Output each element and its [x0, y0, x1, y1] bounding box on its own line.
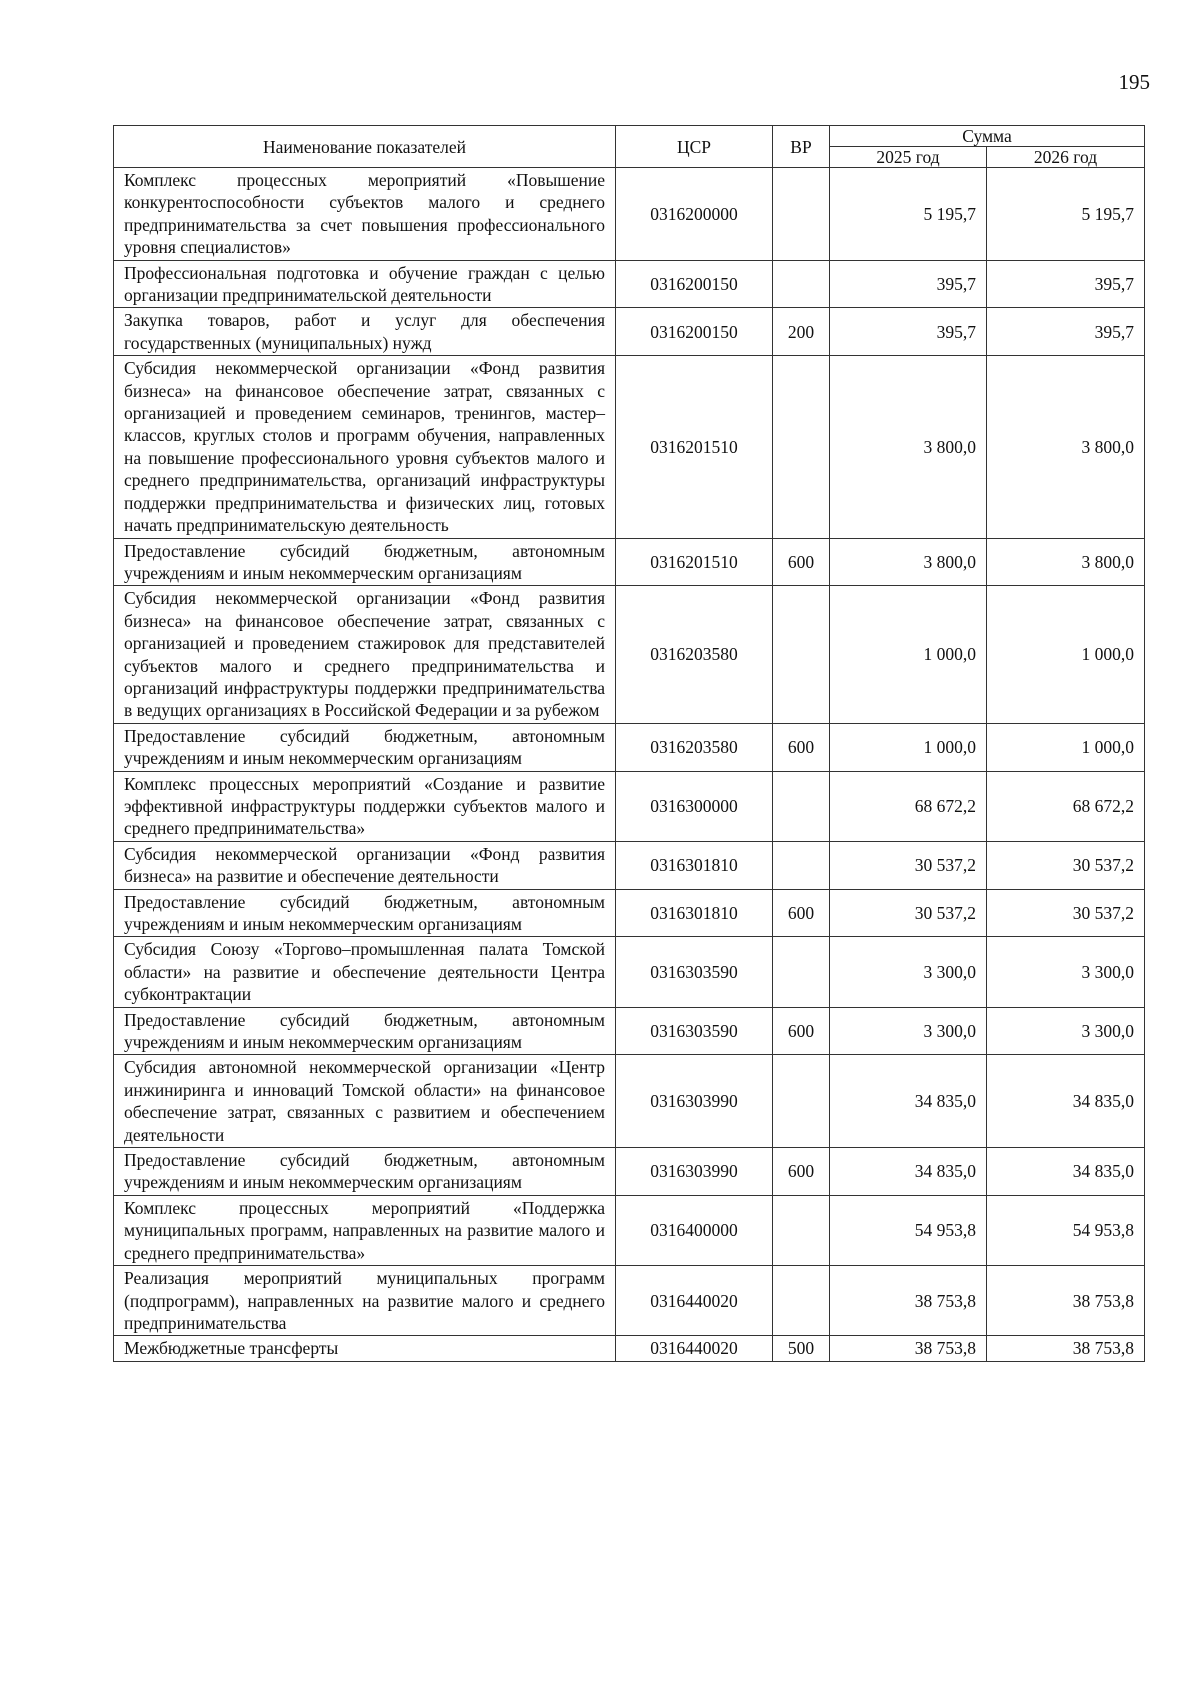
row-amount-2025: 1 000,0	[830, 723, 987, 771]
row-amount-2025: 3 300,0	[830, 937, 987, 1007]
row-csr: 0316400000	[616, 1195, 773, 1265]
table-row	[114, 260, 1145, 308]
row-csr: 0316440020	[616, 1266, 773, 1336]
row-vr: 600	[773, 538, 830, 586]
row-name: Предоставление субсидий бюджетным, автономным учреждениям и иным некоммерческим организациям	[114, 889, 616, 937]
row-name: Предоставление субсидий бюджетным, автономным учреждениям и иным некоммерческим организациям	[114, 1007, 616, 1055]
row-amount-2025: 30 537,2	[830, 841, 987, 889]
row-vr: 600	[773, 889, 830, 937]
header-year-2025: 2025 год	[830, 147, 987, 168]
row-csr: 0316200150	[616, 260, 773, 308]
row-vr: 600	[773, 723, 830, 771]
row-csr: 0316440020	[616, 1336, 773, 1361]
row-amount-2026: 54 953,8	[987, 1195, 1145, 1265]
row-name: Субсидия некоммерческой организации «Фонд развития бизнеса» на развитие и обеспечение деятельности	[114, 841, 616, 889]
table-header	[114, 126, 1145, 168]
table-row	[114, 586, 1145, 723]
row-vr: 200	[773, 308, 830, 356]
row-amount-2025: 3 300,0	[830, 1007, 987, 1055]
table-row	[114, 937, 1145, 1007]
row-amount-2026: 3 300,0	[987, 937, 1145, 1007]
row-amount-2026: 1 000,0	[987, 586, 1145, 723]
row-name: Реализация мероприятий муниципальных программ (подпрограмм), направленных на развитие малого и среднего предпринимательства	[114, 1266, 616, 1336]
row-vr	[773, 937, 830, 1007]
row-amount-2026: 3 300,0	[987, 1007, 1145, 1055]
table-row	[114, 538, 1145, 586]
row-amount-2025: 5 195,7	[830, 168, 987, 261]
table-row	[114, 1055, 1145, 1148]
row-csr: 0316303990	[616, 1148, 773, 1196]
row-vr	[773, 1195, 830, 1265]
table-row	[114, 1336, 1145, 1361]
row-vr	[773, 356, 830, 538]
row-amount-2025: 3 800,0	[830, 538, 987, 586]
page-number: 195	[1118, 70, 1150, 94]
table-row	[114, 771, 1145, 841]
header-name: Наименование показателей	[114, 126, 616, 168]
row-amount-2025: 34 835,0	[830, 1055, 987, 1148]
header-vr: ВР	[773, 126, 830, 168]
row-amount-2026: 38 753,8	[987, 1266, 1145, 1336]
row-amount-2026: 5 195,7	[987, 168, 1145, 261]
row-csr: 0316203580	[616, 723, 773, 771]
row-vr	[773, 841, 830, 889]
row-name: Предоставление субсидий бюджетным, автономным учреждениям и иным некоммерческим организациям	[114, 1148, 616, 1196]
row-csr: 0316303590	[616, 1007, 773, 1055]
row-name: Предоставление субсидий бюджетным, автономным учреждениям и иным некоммерческим организациям	[114, 538, 616, 586]
row-vr: 500	[773, 1336, 830, 1361]
row-name: Комплекс процессных мероприятий «Поддержка муниципальных программ, направленных на развитие малого и среднего предпринимательства»	[114, 1195, 616, 1265]
row-csr: 0316201510	[616, 356, 773, 538]
table-row	[114, 1148, 1145, 1196]
row-name: Комплекс процессных мероприятий «Повышение конкурентоспособности субъектов малого и среднего предпринимательства за счет повышения профессионального уровня специалистов»	[114, 168, 616, 261]
row-vr	[773, 1055, 830, 1148]
row-csr: 0316303990	[616, 1055, 773, 1148]
row-vr	[773, 168, 830, 261]
row-amount-2026: 30 537,2	[987, 841, 1145, 889]
budget-table	[113, 125, 1145, 1362]
table-body	[114, 168, 1145, 1362]
row-name: Субсидия некоммерческой организации «Фонд развития бизнеса» на финансовое обеспечение затрат, связанных с организацией и проведением семинаров, тренингов, мастер–классов, круглых столов и программ обучения, направленных на повышение профессионального уровня субъектов малого и среднего предпринимательства, организаций инфраструктуры поддержки предпринимательства и физических лиц, готовых начать предпринимательскую деятельность	[114, 356, 616, 538]
table-row	[114, 356, 1145, 538]
row-amount-2026: 34 835,0	[987, 1055, 1145, 1148]
row-name: Закупка товаров, работ и услуг для обеспечения государственных (муниципальных) нужд	[114, 308, 616, 356]
row-amount-2025: 38 753,8	[830, 1336, 987, 1361]
row-amount-2026: 34 835,0	[987, 1148, 1145, 1196]
row-vr	[773, 586, 830, 723]
row-vr: 600	[773, 1148, 830, 1196]
row-amount-2026: 395,7	[987, 260, 1145, 308]
row-csr: 0316200000	[616, 168, 773, 261]
row-amount-2025: 34 835,0	[830, 1148, 987, 1196]
row-amount-2026: 38 753,8	[987, 1336, 1145, 1361]
header-sum: Сумма	[830, 126, 1145, 147]
row-amount-2026: 1 000,0	[987, 723, 1145, 771]
row-amount-2025: 395,7	[830, 260, 987, 308]
row-csr: 0316303590	[616, 937, 773, 1007]
row-vr: 600	[773, 1007, 830, 1055]
table-row	[114, 889, 1145, 937]
row-amount-2026: 395,7	[987, 308, 1145, 356]
row-vr	[773, 771, 830, 841]
row-amount-2025: 30 537,2	[830, 889, 987, 937]
row-amount-2025: 54 953,8	[830, 1195, 987, 1265]
row-name: Профессиональная подготовка и обучение граждан с целью организации предпринимательской деятельности	[114, 260, 616, 308]
row-amount-2025: 3 800,0	[830, 356, 987, 538]
row-amount-2025: 38 753,8	[830, 1266, 987, 1336]
row-amount-2026: 3 800,0	[987, 538, 1145, 586]
row-vr	[773, 1266, 830, 1336]
row-name: Межбюджетные трансферты	[114, 1336, 616, 1361]
row-amount-2026: 68 672,2	[987, 771, 1145, 841]
table-row	[114, 1007, 1145, 1055]
row-name: Комплекс процессных мероприятий «Создание и развитие эффективной инфраструктуры поддержки субъектов малого и среднего предпринимательства»	[114, 771, 616, 841]
row-name: Предоставление субсидий бюджетным, автономным учреждениям и иным некоммерческим организациям	[114, 723, 616, 771]
row-amount-2025: 1 000,0	[830, 586, 987, 723]
row-name: Субсидия автономной некоммерческой организации «Центр инжиниринга и инноваций Томской области» на финансовое обеспечение затрат, связанных с развитием и обеспечением деятельности	[114, 1055, 616, 1148]
table-row	[114, 308, 1145, 356]
row-amount-2026: 3 800,0	[987, 356, 1145, 538]
row-amount-2025: 395,7	[830, 308, 987, 356]
row-csr: 0316203580	[616, 586, 773, 723]
table-row	[114, 723, 1145, 771]
row-vr	[773, 260, 830, 308]
header-csr: ЦСР	[616, 126, 773, 168]
row-csr: 0316300000	[616, 771, 773, 841]
row-csr: 0316301810	[616, 889, 773, 937]
row-csr: 0316200150	[616, 308, 773, 356]
table-row	[114, 168, 1145, 261]
row-amount-2026: 30 537,2	[987, 889, 1145, 937]
table-row	[114, 1266, 1145, 1336]
table-row	[114, 841, 1145, 889]
row-name: Субсидия Союзу «Торгово–промышленная палата Томской области» на развитие и обеспечение деятельности Центра субконтрактации	[114, 937, 616, 1007]
row-csr: 0316301810	[616, 841, 773, 889]
row-name: Субсидия некоммерческой организации «Фонд развития бизнеса» на финансовое обеспечение затрат, связанных с организацией и проведением стажировок для представителей субъектов малого и среднего предпринимательства и организаций инфраструктуры поддержки предпринимательства в ведущих организациях в Российской Федерации и за рубежом	[114, 586, 616, 723]
table-row	[114, 1195, 1145, 1265]
header-year-2026: 2026 год	[987, 147, 1145, 168]
row-amount-2025: 68 672,2	[830, 771, 987, 841]
row-csr: 0316201510	[616, 538, 773, 586]
